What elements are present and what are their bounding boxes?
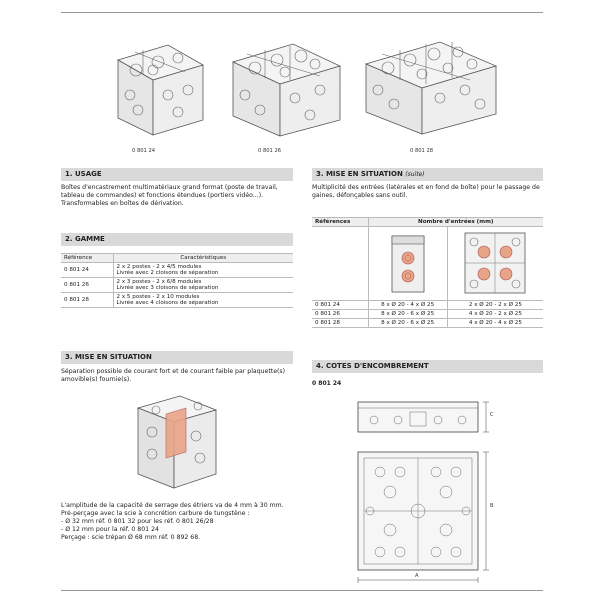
dim-letter-c: C — [490, 412, 494, 418]
entrees-lat: 8 x Ø 20 - 4 x Ø 25 — [368, 301, 447, 310]
bottom-rule — [61, 590, 543, 591]
gamme-caract — [113, 263, 293, 278]
top-rule — [61, 12, 543, 13]
gamme-caract-line2: Livrée avec 2 cloisons de séparation — [116, 270, 219, 276]
gamme-ref: 0 801 28 — [61, 293, 113, 308]
mise-situation-text: Séparation possible de courant fort et de courant faible par plaquette(s) amovible(s) fournie(s). — [61, 368, 286, 383]
gamme-caract-line1: 2 x 3 postes - 2 x 6/8 modules — [116, 279, 202, 285]
suite-label: (suite) — [405, 171, 425, 178]
entrees-col-ref: Références — [312, 218, 368, 227]
product-ref-080124: 0 801 24 — [132, 148, 156, 154]
entrees-fond: 4 x Ø 20 - 2 x Ø 25 — [447, 310, 543, 319]
dim-letter-a: A — [415, 573, 419, 579]
cotes-ref: 0 801 24 — [312, 380, 342, 387]
box-080124-image — [108, 40, 208, 140]
entrees-fond: 2 x Ø 20 - 2 x Ø 25 — [447, 301, 543, 310]
gamme-col-reference: Référence — [61, 254, 113, 263]
entrees-diagram-row — [312, 227, 543, 301]
gamme-table — [61, 253, 293, 308]
product-ref-080128: 0 801 28 — [410, 148, 434, 154]
table-row — [61, 263, 293, 278]
mise-situation-notes — [61, 502, 301, 542]
mise-situation-header: 3. MISE EN SITUATION — [61, 351, 293, 364]
gamme-caract-line2: Livrée avec 4 cloisons de séparation — [116, 300, 219, 306]
entrees-lat: 8 x Ø 20 - 6 x Ø 25 — [368, 310, 447, 319]
entrees-col-nombre: Nombre d'entrées (mm) — [368, 218, 543, 227]
usage-header: 1. USAGE — [61, 168, 293, 181]
entrees-header-row — [312, 218, 543, 227]
entrees-lat: 8 x Ø 20 - 6 x Ø 25 — [368, 319, 447, 328]
mise-situation-suite-text: Multiplicité des entrées (latérales et en fond de boîte) pour le passage de gaines, défonçables sans outil. — [312, 184, 540, 199]
gamme-ref: 0 801 24 — [61, 263, 113, 278]
gamme-header-row — [61, 254, 293, 263]
fond-diagram-cell — [447, 227, 543, 301]
cotes-header: 4. COTES D'ENCOMBREMENT — [312, 360, 543, 373]
note-line: L'amplitude de la capacité de serrage des étriers va de 4 mm à 30 mm. — [61, 502, 284, 509]
entrees-ref: 0 801 28 — [312, 319, 368, 328]
gamme-col-caracteristiques: Caractéristiques — [113, 254, 293, 263]
table-row — [61, 278, 293, 293]
box-mise-situation-image — [130, 392, 220, 492]
table-row — [312, 310, 543, 319]
note-line: Perçage : scie trépan Ø 68 mm réf. 0 892 68. — [61, 534, 201, 541]
note-line: - Ø 12 mm pour la réf. 0 801 24 — [61, 526, 159, 533]
bottom-entries-icon — [462, 230, 528, 296]
entrees-fond: 4 x Ø 20 - 4 x Ø 25 — [447, 319, 543, 328]
table-row — [312, 319, 543, 328]
gamme-caract — [113, 293, 293, 308]
gamme-caract — [113, 278, 293, 293]
table-row — [61, 293, 293, 308]
dim-letter-b: B — [490, 503, 494, 509]
lateral-entries-icon — [388, 230, 428, 296]
box-080128-image — [360, 38, 500, 138]
entrees-table — [312, 217, 543, 328]
mise-situation-suite-header — [312, 168, 543, 181]
table-row — [312, 301, 543, 310]
dimension-drawing — [350, 392, 500, 588]
entrees-ref: 0 801 26 — [312, 310, 368, 319]
lateral-diagram-cell — [368, 227, 447, 301]
note-line: - Ø 32 mm réf. 0 801 32 pour les réf. 0 801 26/28 — [61, 518, 214, 525]
gamme-ref: 0 801 26 — [61, 278, 113, 293]
gamme-caract-line1: 2 x 2 postes - 2 x 4/5 modules — [116, 264, 202, 270]
gamme-header: 2. GAMME — [61, 233, 293, 246]
note-line: Pré-perçage avec la scie à concrétion carbure de tungstène : — [61, 510, 250, 517]
suite-title: 3. MISE EN SITUATION — [316, 170, 403, 178]
gamme-caract-line1: 2 x 5 postes - 2 x 10 modules — [116, 294, 200, 300]
usage-text: Boîtes d'encastrement multimatériaux grand format (poste de travail, tableau de commandes) et fonctions étendues (portiers vidéo...). Transformables en boîtes de dérivation. — [61, 184, 278, 207]
entrees-ref: 0 801 24 — [312, 301, 368, 310]
product-ref-080126: 0 801 26 — [258, 148, 282, 154]
gamme-caract-line2: Livrée avec 3 cloisons de séparation — [116, 285, 219, 291]
box-080126-image — [225, 40, 345, 140]
